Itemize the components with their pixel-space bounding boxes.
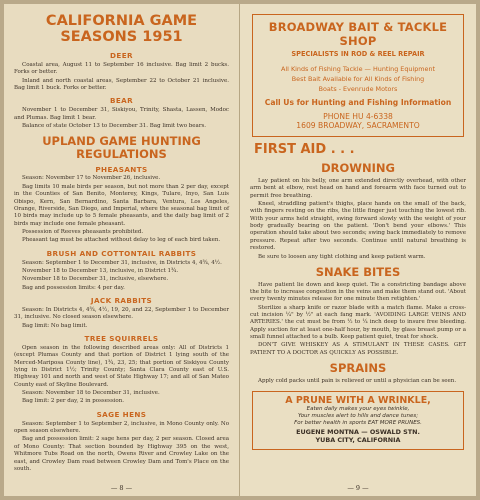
tree-squirrels-text: Bag limit: 2 per day, 2 in possession. [22,398,125,405]
ad-tagline: SPECIALISTS IN ROD & REEL REPAIR [291,50,425,58]
booklet-spread [4,4,476,496]
ad-line: All Kinds of Fishing Tackle — Hunting Equipment [280,65,435,73]
pheasants-text: Pheasant tag must be attached without delay to leg of each bird taken. [22,237,221,244]
page-title: CALIFORNIA GAME SEASONS 1951 [45,13,198,45]
rabbits-text: Bag and possession limits: 4 per day. [22,284,125,291]
rabbits-text: November 18 to December 31, inclusive, elsewhere. [22,276,169,283]
page-number: — 9 — [347,484,369,492]
snake-bites-text: Sterilize a sharp knife or razor blade with a match flame. Make a cross-cut incision ¼" by ½" at each fang mark. 'AVOIDING LARGE VEINS AND ARTERIES.' the cut must be from ½ to ¼ inch deep to insure free bleeding. Apply suction for at least one-half hour, by mouth, by glass breast pump or a small funnel attached to a bulb. Keep patient quiet, treat for shock. [250,304,466,341]
ad-line: Boats - Evenrude Motors [318,85,398,93]
bear-text: Balance of state October 13 to December 31. Bag limit two bears. [22,122,207,129]
snake-bites-text: DON'T GIVE WHISKEY AS A STIMULANT IN THESE CASES. GET PATIENT TO A DOCTOR AS QUICKLY AS POSSIBLE. [250,342,466,356]
bear-heading: BEAR [109,96,134,106]
jack-rabbits-heading: JACK RABBITS [90,296,153,306]
rabbits-text: November 18 to December 13, inclusive, in District 1¾. [22,267,179,274]
page-left [4,4,240,496]
pheasants-text: Bag limits 10 male birds per season, but not more than 2 per day, except in the Counties of San Benito, Monterey, Kings, Tulare, Inyo, San Luis Obispo, Kern, San Bernardino, Santa Barbara, Ventura, Los Angeles, Orange, Riverside, San Diego, and Imperial, where the seasonal bag limit of 10 birds may include up to 5 female pheasants, and the daily bag limit of 2 birds may include one female pheasant. [14,183,229,227]
ad-title: A PRUNE WITH A WRINKLE, [285,395,431,407]
sprains-text: Apply cold packs until pain is relieved or until a physician can be seen. [258,377,457,384]
pheasants-text: Possession of Reeves pheasants prohibited. [22,228,144,235]
bear-text: November 1 to December 31, Siskiyou, Trinity, Shasta, Lassen, Modoc and Plumas. Bag limit 1 bear. [14,107,229,121]
sage-hens-text: Season: September 1 to September 2, inclusive, in Mono County only. No open season elsewhere. [14,420,229,435]
pheasants-text: Season: November 17 to November 26, inclusive. [22,175,161,182]
rabbits-heading: BRUSH AND COTTONTAIL RABBITS [46,248,197,258]
ad-name: EUGENE MONTNA — OSWALD STN. [296,427,420,436]
tree-squirrels-heading: TREE SQUIRRELS [84,334,159,344]
sprains-heading: SPRAINS [329,361,387,376]
sage-hens-heading: SAGE HENS [96,409,147,419]
prune-ad [252,391,464,450]
deer-heading: DEER [110,50,133,60]
drowning-text: Be sure to loosen any tight clothing and keep patient warm. [258,253,426,260]
deer-text: Inland and north coastal areas, September 22 to October 21 inclusive. Bag limit 1 buck. Forks or better. [14,77,229,91]
upland-title: UPLAND GAME HUNTING REGULATIONS [42,134,201,161]
tree-squirrels-text: Season: November 18 to December 31, inclusive. [22,390,160,397]
jack-rabbits-text: Bag limit: No bag limit. [22,322,88,329]
sage-hens-text: Bag and possession limit: 2 sage hens per day, 2 per season. Closed area of Mono County: That section bounded by Highway 395 on the west, Whitmore Tubs Road on the north, Owens River and Crowley Lake on the east, and Crowley Dam road between Crowley Dam and Tom's Place on the south. [14,436,229,472]
rabbits-text: Season: September 1 to December 31, inclusive, in Districts 4, 4¾, 4½. [22,259,222,266]
drowning-text: Lay patient on his belly, one arm extended directly overhead, with other arm bent at elbow, rest head on hand and forearm with face turned out to permit free breathing. [250,177,466,199]
page-number: — 8 — [110,484,133,492]
ad-line: Eaten daily makes your eyes twinkle, [306,406,410,413]
page-right [240,4,476,496]
ad-line: For better health in sports EAT MORE PRUNES. [294,420,422,427]
tree-squirrels-text: Open season in the following described areas only: All of Districts 1 (except Plumas County and that portion of District 1 lying south of the Merced-Mariposa County line), 1¾, 23, 25; that portion of Siskiyou County lying in District 1½; Trinity County; Santa Clara County east of U.S. Highway 101 and north and west of State Highway 17; and all of San Mateo County east of Skyline Boulevard. [14,344,229,388]
ad-city: YUBA CITY, CALIFORNIA [315,436,401,445]
deer-text: Coastal area, August 11 to September 16 inclusive. Bag limit 2 bucks. Forks or better. [14,61,229,76]
drowning-heading: DROWNING [321,161,395,176]
snake-bites-heading: SNAKE BITES [315,264,401,279]
ad-line: Your muscles alert to hills and dance tunes; [297,413,419,420]
first-aid-title: FIRST AID . . . [254,142,355,157]
ad-line: Best Bait Available for All Kinds of Fishing [291,75,425,83]
ad-call: Call Us for Hunting and Fishing Information [264,98,452,107]
snake-bites-text: Have patient lie down and keep quiet. Tie a constricting bandage above the bite to increase congestion in the veins and make them stand out. 'About every twenty minutes release for one minute then retighten.' [250,281,466,303]
ad-phone: PHONE HU 4-6338 [323,112,393,121]
pheasants-heading: PHEASANTS [95,164,148,174]
ad-address: 1609 BROADWAY, SACRAMENTO [296,121,420,130]
ad-title: BROADWAY BAIT & TACKLE SHOP [268,20,448,48]
tackle-shop-ad [252,14,464,137]
drowning-text: Kneel, straddling patient's thighs, place hands on the small of the back, with fingers resting on the ribs, the little finger just touching the lowest rib. With your arms held straight, swing forward slowly with the weight of your body gradually bearing on the patient. 'Don't bend your elbows.' This operation should take about two seconds; swing back immediately to remove pressure. Repeat after two seconds. Continue until natural breathing is restored. [250,201,466,252]
jack-rabbits-text: Season: In Districts 4, 4¾, 4½, 19, 20, and 22, September 1 to December 31, inclusive. No closed season elsewhere. [14,306,229,321]
